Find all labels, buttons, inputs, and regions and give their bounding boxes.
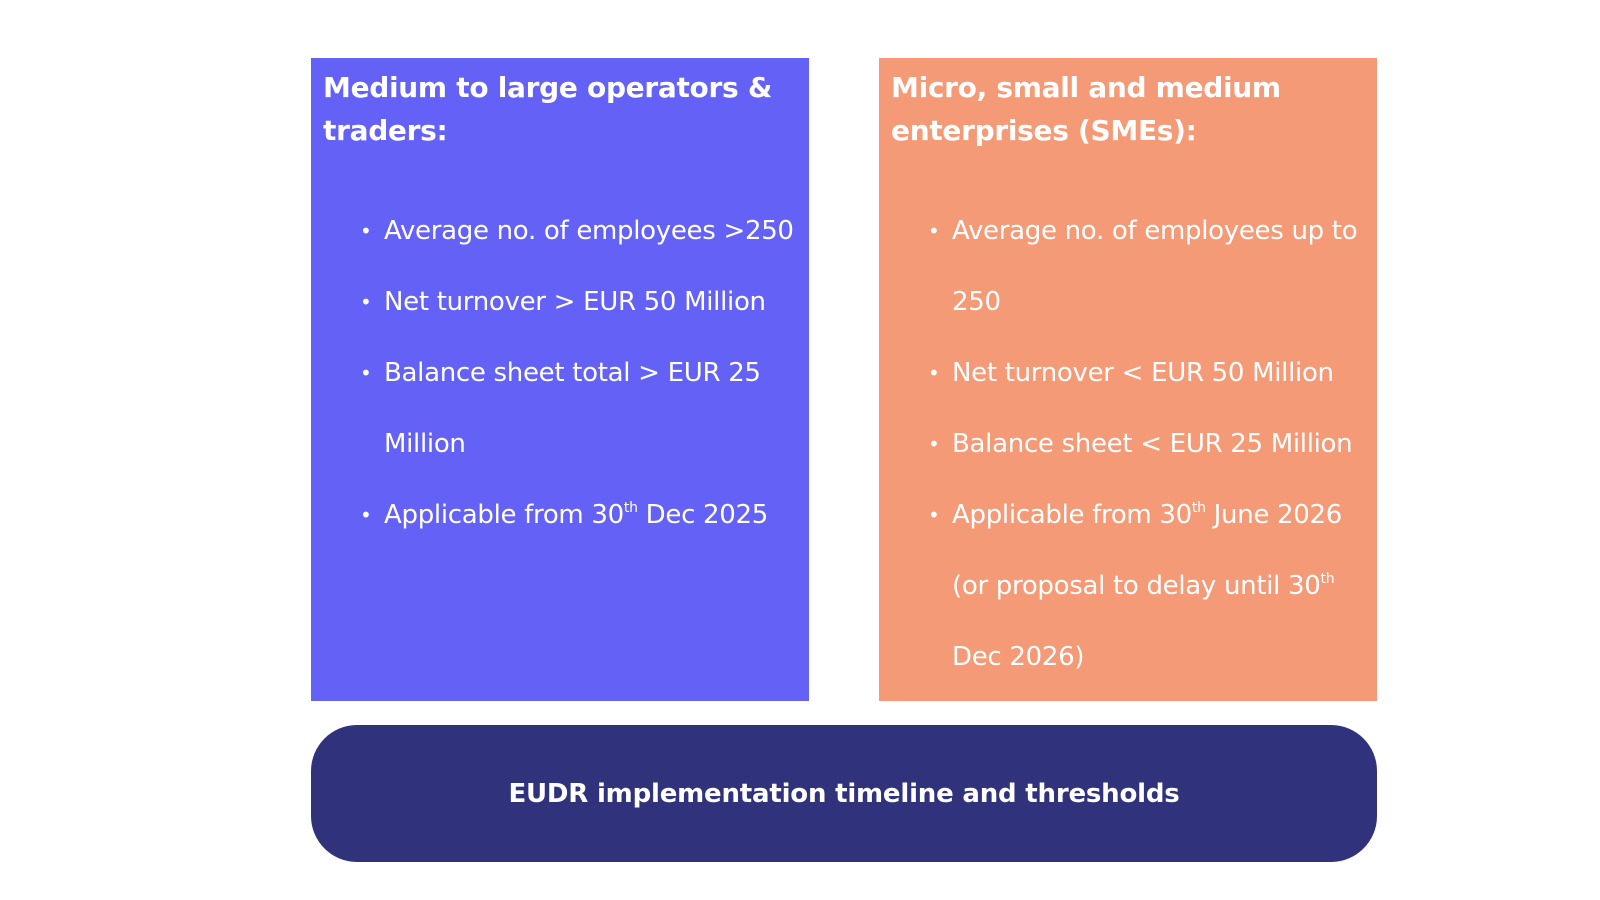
list-item: • Applicable from 30th Dec 2025: [360, 499, 768, 530]
sme-list: [891, 196, 1365, 693]
sme-card: [879, 58, 1377, 701]
large-operators-card: [311, 58, 809, 701]
list-item: • Average no. of employees >250: [360, 216, 794, 246]
list-item: • Balance sheet total > EUR 25 Million: [360, 358, 761, 459]
sme-title: Micro, small and medium enterprises (SMEs):: [891, 71, 1281, 147]
banner-label: EUDR implementation timeline and thresholds: [508, 778, 1180, 809]
large-operators-list: [323, 196, 797, 551]
list-item: • Average no. of employees up to 250: [928, 216, 1358, 317]
list-item: • Applicable from 30th June 2026 (or proposal to delay until 30th Dec 2026): [928, 499, 1343, 672]
timeline-banner: [311, 725, 1377, 862]
list-item: • Net turnover > EUR 50 Million: [360, 287, 766, 317]
list-item: • Balance sheet < EUR 25 Million: [928, 429, 1353, 459]
large-operators-title: Medium to large operators & traders:: [323, 71, 772, 147]
list-item: • Net turnover < EUR 50 Million: [928, 358, 1334, 388]
